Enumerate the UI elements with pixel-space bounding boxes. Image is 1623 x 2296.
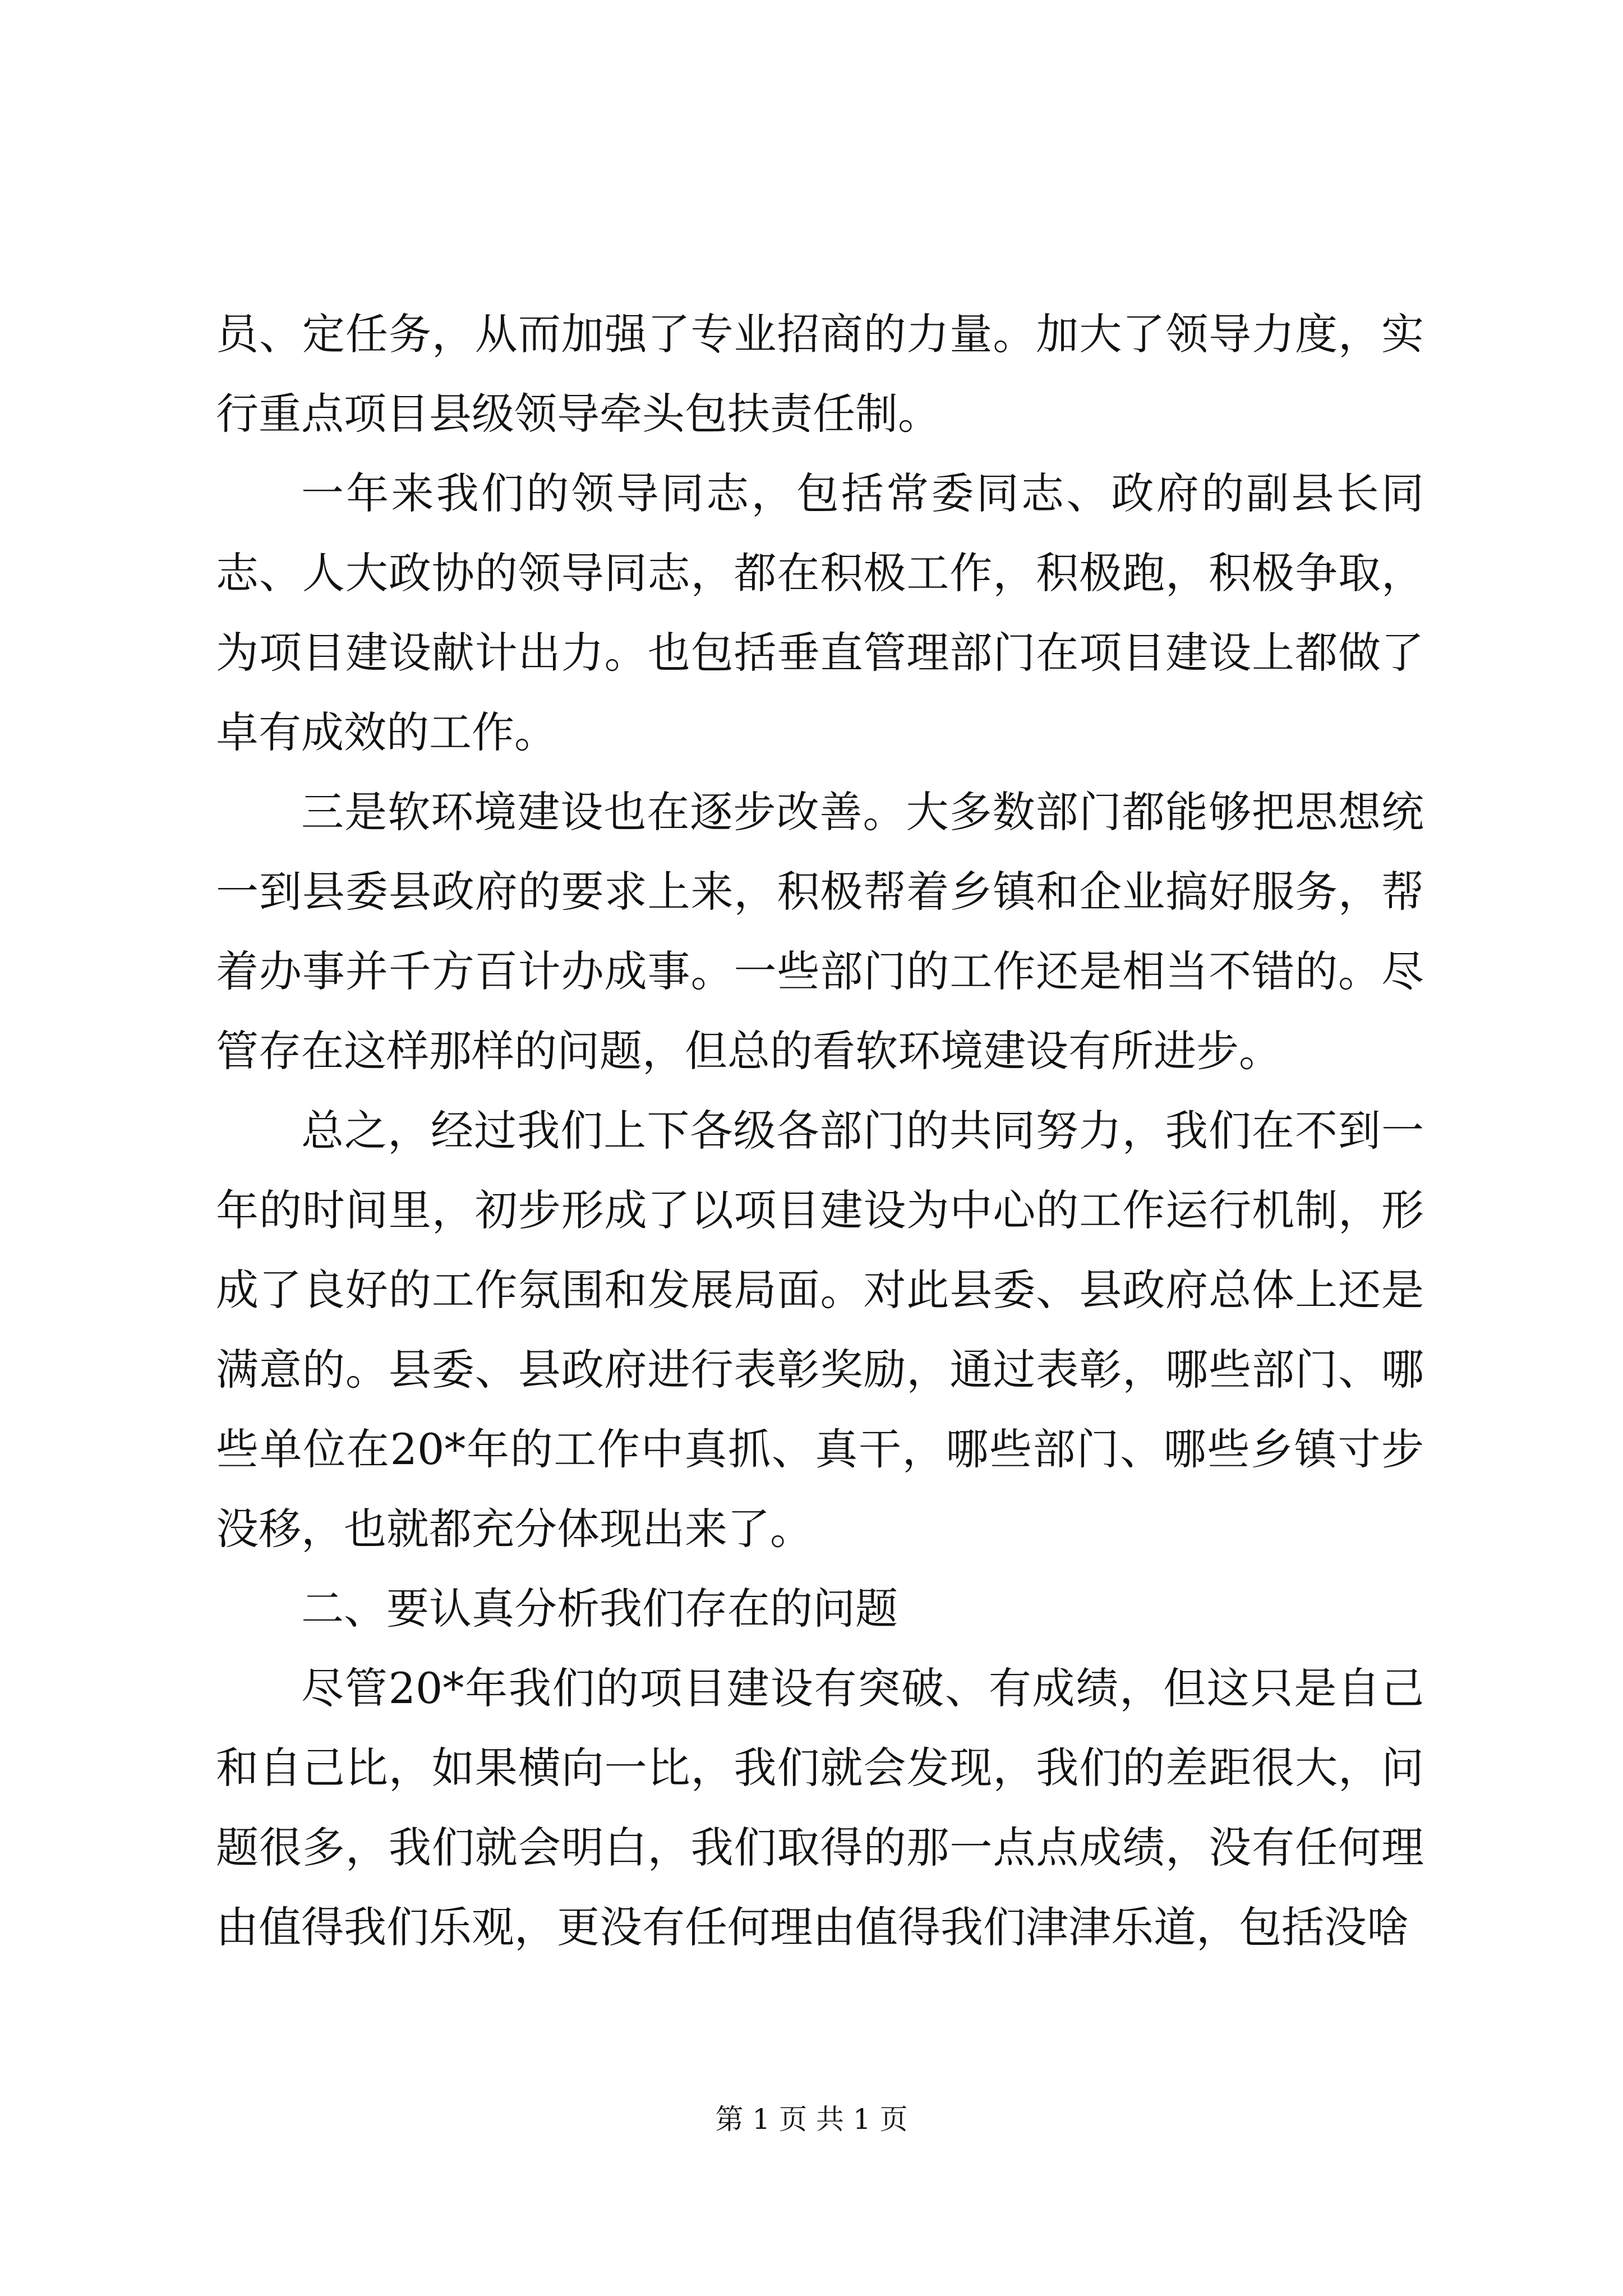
paragraph-summary: 总之，经过我们上下各级各部门的共同努力，我们在不到一年的时间里，初步形成了以项目建设为中心的工作运行机制，形成了良好的工作氛围和发展局面。对此县委、县政府总体上还是满意的。县委、县政府进行表彰奖励，通过表彰，哪些部门、哪些单位在20*年的工作中真抓、真干，哪些部门、哪些乡镇寸步没移，也就都充分体现出来了。	[216, 1106, 1424, 1554]
paragraph-problems: 尽管20*年我们的项目建设有突破、有成绩，但这只是自己和自己比，如果横向一比，我们就会发现，我们的差距很大，问题很多，我们就会明白，我们取得的那一点点成绩，没有任何理由值得我们乐观，更没有任何理由值得我们津津乐道，包括没啥	[216, 1663, 1424, 1952]
paragraph-continuation: 员、定任务，从而加强了专业招商的力量。加大了领导力度，实行重点项目县级领导牵头包扶责任制。	[216, 309, 1424, 439]
paragraph-leaders: 一年来我们的领导同志，包括常委同志、政府的副县长同志、人大政协的领导同志，都在积极工作，积极跑，积极争取，为项目建设献计出力。也包括垂直管理部门在项目建设上都做了卓有成效的工作。	[216, 468, 1424, 757]
section-heading-problems: 二、要认真分析我们存在的问题	[301, 1584, 898, 1634]
document-body	[216, 295, 1424, 1967]
page-footer: 第 1 页 共 1 页	[715, 2103, 908, 2136]
paragraph-soft-environment: 三是软环境建设也在逐步改善。大多数部门都能够把思想统一到县委县政府的要求上来，积极帮着乡镇和企业搞好服务，帮着办事并千方百计办成事。一些部门的工作还是相当不错的。尽管存在这样那样的问题，但总的看软环境建设有所进步。	[216, 787, 1424, 1076]
